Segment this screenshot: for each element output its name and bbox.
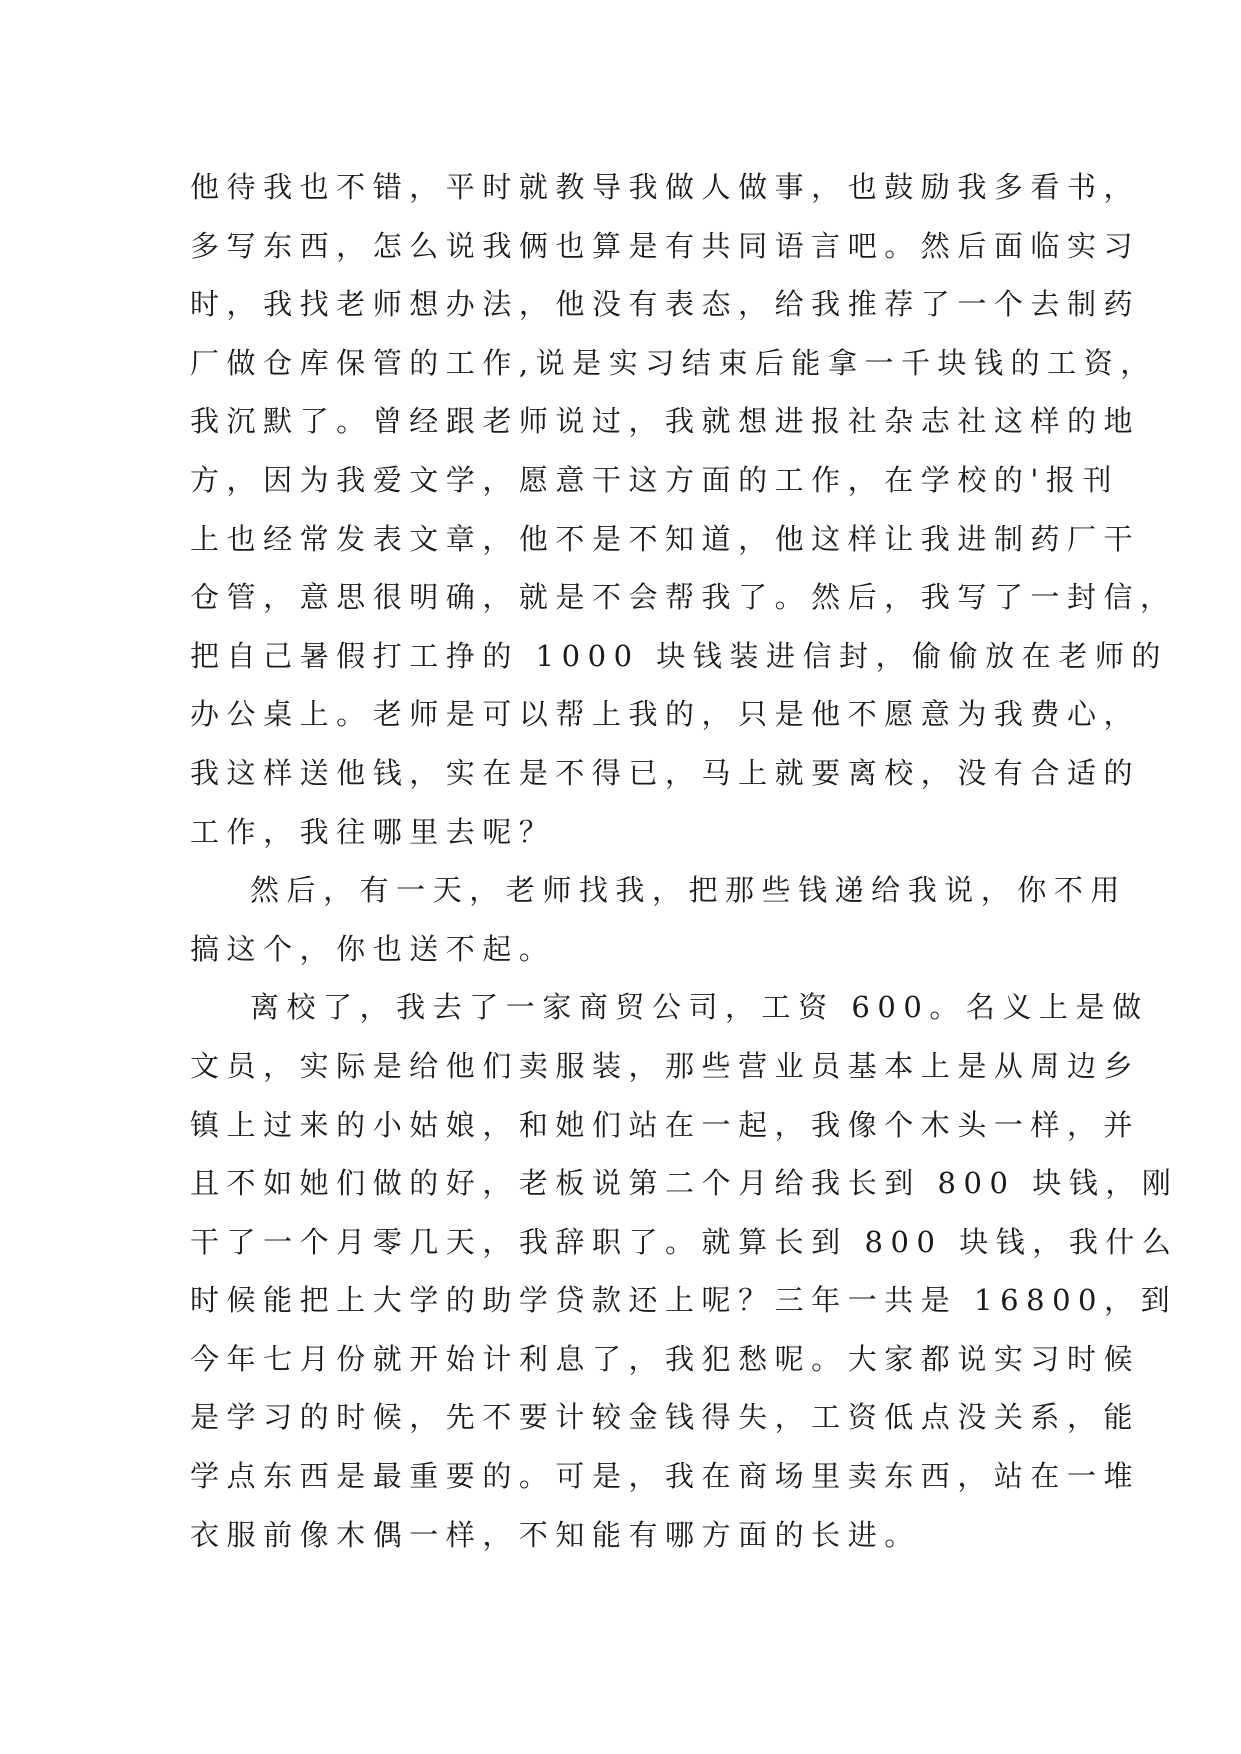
text-line: 方，因为我爱文学，愿意干这方面的工作，在学校的'报刊 xyxy=(190,462,1120,497)
text-line: 搞这个，你也送不起。 xyxy=(190,931,556,966)
body-text xyxy=(190,158,1179,1564)
paragraph-first-line: 离校了，我去了一家商贸公司，工资 600。名义上是做 xyxy=(250,990,1149,1025)
text-line: 他待我也不错，平时就教导我做人做事，也鼓励我多看书， xyxy=(190,170,1141,204)
text-line: 仓管，意思很明确，就是不会帮我了。然后，我写了一封信， xyxy=(190,580,1177,615)
text-line: 衣服前像木偶一样，不知能有哪方面的长进。 xyxy=(190,1517,921,1552)
text-line: 且不如她们做的好，老板说第二个月给我长到 800 块钱，刚 xyxy=(190,1166,1179,1201)
text-line: 工作，我往哪里去呢？ xyxy=(190,814,556,849)
text-line: 时候能把上大学的助学贷款还上呢？三年一共是 16800，到 xyxy=(190,1283,1178,1318)
paragraph-first-line: 然后，有一天，老师找我，把那些钱递给我说，你不用 xyxy=(250,873,1127,908)
text-line: 我这样送他钱，实在是不得已，马上就要离校，没有合适的 xyxy=(190,755,1141,790)
text-line: 镇上过来的小姑娘，和她们站在一起，我像个木头一样，并 xyxy=(190,1107,1141,1142)
text-line: 干了一个月零几天，我辞职了。就算长到 800 块钱，我什么 xyxy=(190,1224,1179,1259)
text-line: 是学习的时候，先不要计较金钱得失，工资低点没关系，能 xyxy=(190,1400,1141,1435)
text-line: 我沉默了。曾经跟老师说过，我就想进报社杂志社这样的地 xyxy=(190,404,1141,439)
text-line: 厂做仓库保管的工作,说是实习结束后能拿一千块钱的工资， xyxy=(190,345,1157,380)
text-line: 把自己暑假打工挣的 1000 块钱装进信封，偷偷放在老师的 xyxy=(190,638,1168,673)
text-line: 今年七月份就开始计利息了，我犯愁呢。大家都说实习时候 xyxy=(190,1341,1141,1376)
text-line: 办公桌上。老师是可以帮上我的，只是他不愿意为我费心， xyxy=(190,697,1141,732)
text-line: 上也经常发表文章，他不是不知道，他这样让我进制药厂干 xyxy=(190,521,1141,556)
text-line: 时，我找老师想办法，他没有表态，给我推荐了一个去制药 xyxy=(190,287,1141,322)
text-line: 多写东西，怎么说我俩也算是有共同语言吧。然后面临实习 xyxy=(190,228,1141,263)
text-line: 学点东西是最重要的。可是，我在商场里卖东西，站在一堆 xyxy=(190,1459,1141,1494)
text-line: 文员，实际是给他们卖服装，那些营业员基本上是从周边乡 xyxy=(190,1048,1141,1083)
